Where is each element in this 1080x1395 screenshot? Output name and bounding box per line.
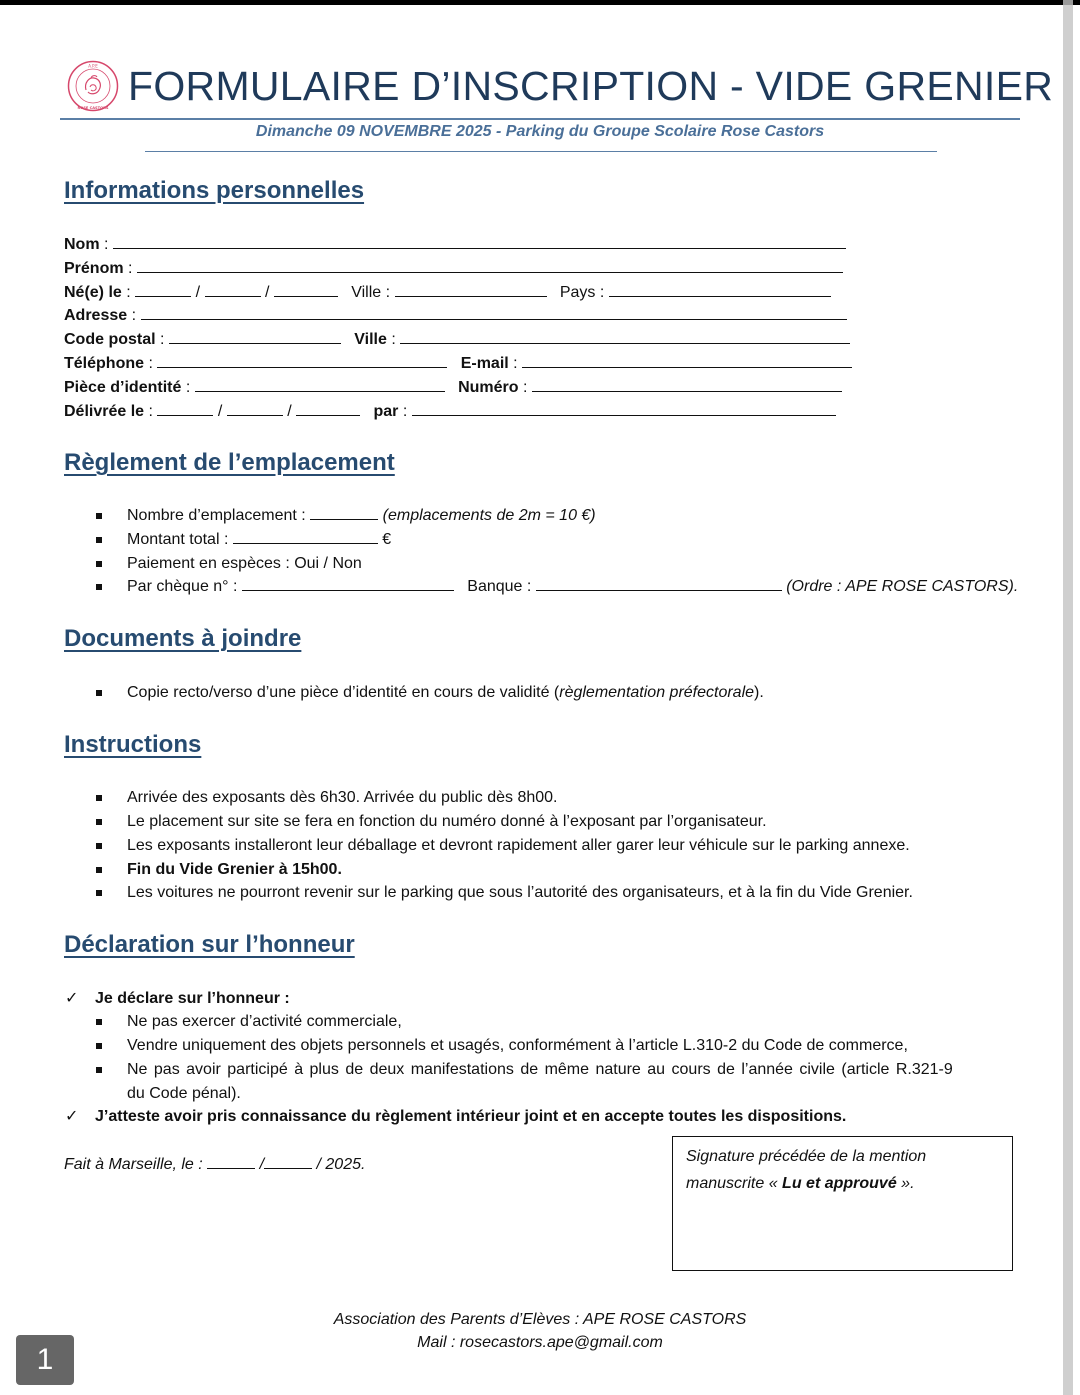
field-code-postal[interactable]: Code postal : Ville : bbox=[64, 329, 850, 351]
list-item-declaration-continuation: du Code pénal). bbox=[127, 1085, 241, 1102]
list-item-paiement: Paiement en espèces : Oui / Non bbox=[127, 553, 362, 575]
list-item-declaration: Ne pas avoir participé à plus de deux manifestations de même nature au cours de l’année civile (article R.321-9 bbox=[127, 1059, 953, 1081]
signature-instruction-2: manuscrite « Lu et approuvé ». bbox=[686, 1175, 915, 1192]
list-item-declaration: Vendre uniquement des objets personnels et usagés, conformément à l’article L.310-2 du Code de commerce, bbox=[127, 1035, 908, 1057]
banque-line[interactable] bbox=[536, 576, 782, 591]
code-postal-line[interactable] bbox=[169, 329, 341, 344]
birth-year-line[interactable] bbox=[274, 282, 338, 297]
bullet-square-icon bbox=[96, 1019, 102, 1025]
nombre-line[interactable] bbox=[310, 505, 378, 520]
label-prenom: Prénom bbox=[64, 260, 124, 277]
delivery-day-line[interactable] bbox=[157, 401, 213, 416]
bullet-square-icon bbox=[96, 513, 102, 519]
list-item-document: Copie recto/verso d’une pièce d’identité en cours de validité (règlementation préfectorale). bbox=[127, 682, 764, 704]
heading-personal-info: Informations personnelles bbox=[64, 177, 365, 204]
signature-box[interactable] bbox=[672, 1136, 1013, 1271]
list-item-declaration: Ne pas exercer d’activité commerciale, bbox=[127, 1011, 402, 1033]
label-piece-identite: Pièce d’identité bbox=[64, 379, 182, 396]
vertical-scrollbar[interactable] bbox=[1063, 0, 1073, 1395]
list-item-instruction: Les voitures ne pourront revenir sur le parking que sous l’autorité des organisateurs, et à la fin du Vide Grenier. bbox=[127, 882, 913, 904]
fait-a-line[interactable]: Fait à Marseille, le : / / 2025. bbox=[64, 1156, 366, 1173]
label-par: par bbox=[373, 403, 399, 420]
signature-instruction: Signature précédée de la mention bbox=[686, 1148, 927, 1165]
label-code-postal: Code postal bbox=[64, 331, 156, 348]
checkmark-icon: ✓ bbox=[65, 1108, 79, 1125]
event-subtitle: Dimanche 09 NOVEMBRE 2025 - Parking du Groupe Scolaire Rose Castors bbox=[255, 123, 825, 140]
label-adresse: Adresse bbox=[64, 307, 128, 324]
ville-line[interactable] bbox=[400, 329, 850, 344]
adresse-input-line[interactable] bbox=[141, 305, 847, 320]
field-adresse[interactable]: Adresse : bbox=[64, 305, 847, 327]
label-ville-naissance: Ville bbox=[351, 284, 382, 301]
bullet-square-icon bbox=[96, 1043, 102, 1049]
signature-day-line[interactable] bbox=[207, 1154, 255, 1169]
field-piece-identite[interactable]: Pièce d’identité : Numéro : bbox=[64, 377, 842, 399]
label-pays: Pays bbox=[559, 284, 596, 301]
checkmark-icon: ✓ bbox=[65, 990, 79, 1007]
montant-line[interactable] bbox=[233, 529, 378, 544]
delivery-month-line[interactable] bbox=[227, 401, 283, 416]
delivery-year-line[interactable] bbox=[296, 401, 360, 416]
bullet-square-icon bbox=[96, 819, 102, 825]
footer-association: Association des Parents d’Elèves : APE ROSE CASTORS bbox=[333, 1311, 747, 1328]
list-item-instruction-end-time: Fin du Vide Grenier à 15h00. bbox=[127, 859, 342, 881]
piece-identite-line[interactable] bbox=[195, 377, 445, 392]
bullet-square-icon bbox=[96, 890, 102, 896]
label-ville: Ville bbox=[354, 331, 387, 348]
page-title: FORMULAIRE D’INSCRIPTION - VIDE GRENIER bbox=[128, 63, 1054, 109]
birth-city-line[interactable] bbox=[395, 282, 547, 297]
bullet-square-icon bbox=[96, 843, 102, 849]
cheque-number-line[interactable] bbox=[242, 576, 454, 591]
top-bar bbox=[0, 0, 1080, 5]
bullet-square-icon bbox=[96, 537, 102, 543]
label-email: E-mail bbox=[460, 355, 509, 372]
label-numero: Numéro bbox=[458, 379, 519, 396]
numero-line[interactable] bbox=[532, 377, 842, 392]
scrollbar-thumb[interactable] bbox=[1063, 0, 1073, 5]
list-item-instruction: Le placement sur site se fera en fonction du numéro donné à l’exposant par l’organisateur. bbox=[127, 811, 767, 833]
birth-day-line[interactable] bbox=[135, 282, 191, 297]
field-telephone[interactable]: Téléphone : E-mail : bbox=[64, 353, 852, 375]
title-rule bbox=[60, 118, 1020, 120]
declaration-check-1: ✓ Je déclare sur l’honneur : bbox=[95, 988, 290, 1010]
prenom-input-line[interactable] bbox=[137, 258, 843, 273]
field-nom[interactable]: Nom : bbox=[64, 234, 846, 256]
bullet-square-icon bbox=[96, 584, 102, 590]
footer-email: Mail : rosecastors.ape@gmail.com bbox=[417, 1334, 663, 1351]
heading-documents: Documents à joindre bbox=[64, 625, 302, 652]
svg-text:A.P.E: A.P.E bbox=[88, 63, 98, 69]
bullet-square-icon bbox=[96, 1067, 102, 1073]
page-number-badge: 1 bbox=[16, 1335, 74, 1385]
country-line[interactable] bbox=[609, 282, 831, 297]
field-birth[interactable]: Né(e) le : / / Ville : Pays : bbox=[64, 282, 831, 304]
svg-text:ROSE CASTORS: ROSE CASTORS bbox=[77, 106, 109, 110]
bullet-square-icon bbox=[96, 561, 102, 567]
list-item-nombre[interactable]: Nombre d’emplacement : (emplacements de 2m = 10 €) bbox=[127, 505, 596, 527]
heading-declaration: Déclaration sur l’honneur bbox=[64, 931, 355, 958]
bullet-square-icon bbox=[96, 867, 102, 873]
par-line[interactable] bbox=[412, 401, 836, 416]
list-item-cheque[interactable]: Par chèque n° : Banque : (Ordre : APE ROSE CASTORS). bbox=[127, 576, 1018, 598]
heading-reglement: Règlement de l’emplacement bbox=[64, 449, 395, 476]
label-nom: Nom bbox=[64, 236, 100, 253]
email-line[interactable] bbox=[522, 353, 852, 368]
declaration-check-2: ✓ J’atteste avoir pris connaissance du règlement intérieur joint et en accepte toutes les dispositions. bbox=[95, 1106, 846, 1128]
birth-month-line[interactable] bbox=[205, 282, 261, 297]
list-item-instruction: Arrivée des exposants dès 6h30. Arrivée du public dès 8h00. bbox=[127, 787, 558, 809]
list-item-montant[interactable]: Montant total : € bbox=[127, 529, 391, 551]
label-telephone: Téléphone bbox=[64, 355, 145, 372]
signature-month-line[interactable] bbox=[264, 1154, 312, 1169]
subtitle-rule bbox=[145, 151, 937, 152]
telephone-line[interactable] bbox=[157, 353, 447, 368]
label-ne-le: Né(e) le bbox=[64, 284, 122, 301]
heading-instructions: Instructions bbox=[64, 731, 202, 758]
label-delivree-le: Délivrée le bbox=[64, 403, 145, 420]
bullet-square-icon bbox=[96, 690, 102, 696]
field-delivree[interactable]: Délivrée le : / / par : bbox=[64, 401, 836, 423]
nom-input-line[interactable] bbox=[113, 234, 846, 249]
list-item-instruction: Les exposants installeront leur déballage et devront rapidement aller garer leur véhicule sur le parking annexe. bbox=[127, 835, 910, 857]
ape-rose-castors-logo-icon bbox=[67, 60, 119, 112]
field-prenom[interactable]: Prénom : bbox=[64, 258, 843, 280]
bullet-square-icon bbox=[96, 795, 102, 801]
